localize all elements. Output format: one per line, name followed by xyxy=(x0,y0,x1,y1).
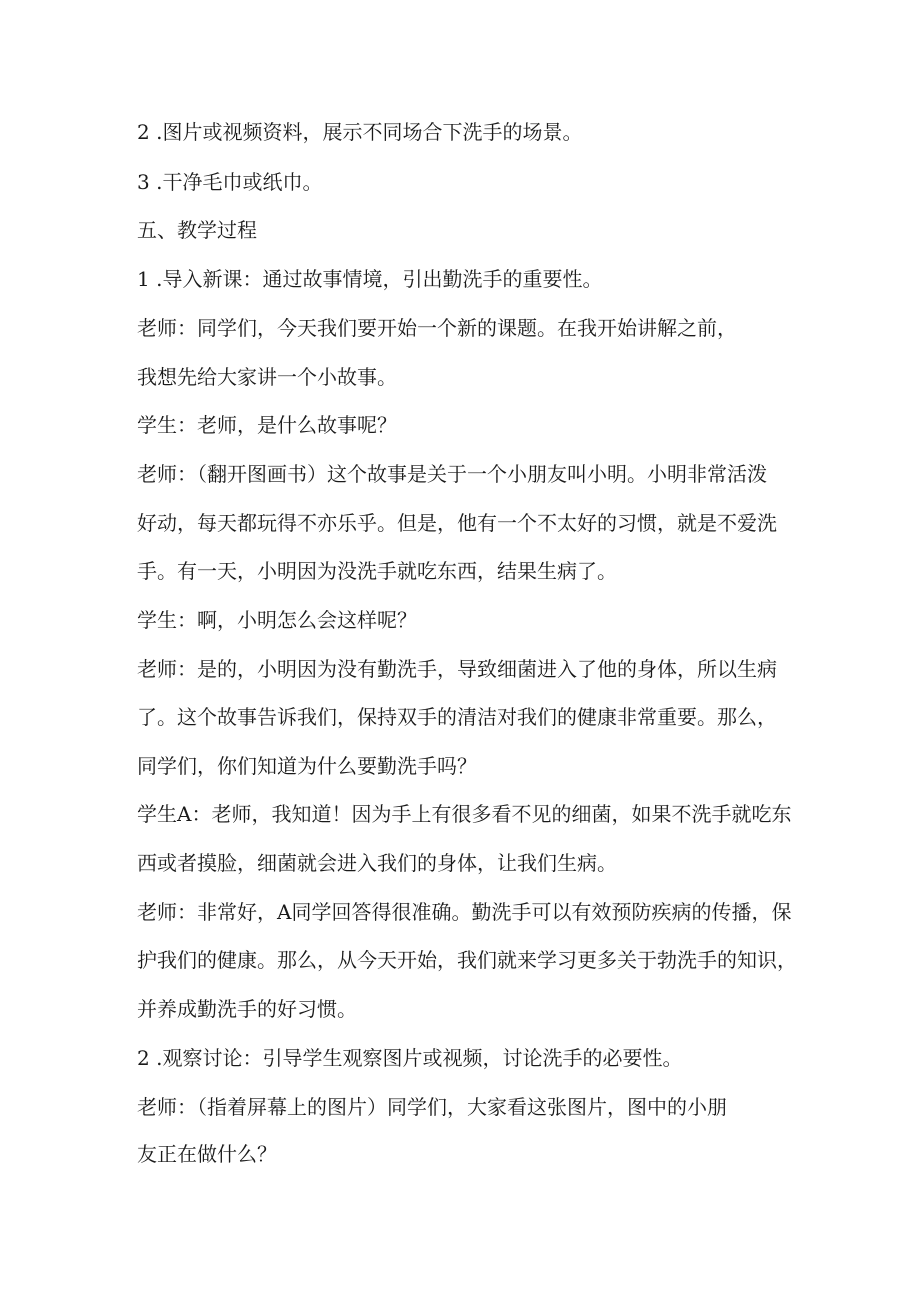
text-line: 并养成勤洗手的好习惯。 xyxy=(137,997,357,1021)
text-line: 好动，每天都玩得不亦乐乎。但是，他有一个不太好的习惯，就是不爱洗 xyxy=(137,511,777,535)
text-line: 3 .干净毛巾或纸巾。 xyxy=(137,170,323,194)
text-line: 老师：（翻开图画书）这个故事是关于一个小朋友叫小明。小明非常活泼 xyxy=(137,462,767,486)
text-line: 老师：（指着屏幕上的图片）同学们，大家看这张图片，图中的小朋 xyxy=(137,1095,727,1119)
text-line: 同学们，你们知道为什么要勤洗手吗？ xyxy=(137,754,477,778)
text-line: 学生A：老师，我知道！因为手上有很多看不见的细菌，如果不洗手就吃东 xyxy=(137,802,792,826)
text-line: 我想先给大家讲一个小故事。 xyxy=(137,365,397,389)
text-line: 老师：非常好，A同学回答得很准确。勤洗手可以有效预防疾病的传播，保 xyxy=(137,900,792,924)
text-line: 2 .观察讨论：引导学生观察图片或视频，讨论洗手的必要性。 xyxy=(137,1046,683,1070)
text-line: 学生：老师，是什么故事呢？ xyxy=(137,413,397,437)
text-line: 2 .图片或视频资料，展示不同场合下洗手的场景。 xyxy=(137,120,583,144)
section-heading: 五、教学过程 xyxy=(137,218,257,242)
text-line: 手。有一天，小明因为没洗手就吃东西，结果生病了。 xyxy=(137,559,617,583)
text-line: 西或者摸脸，细菌就会进入我们的身体，让我们生病。 xyxy=(137,851,617,875)
text-line: 学生：啊，小明怎么会这样呢？ xyxy=(137,608,417,632)
text-line: 老师：是的，小明因为没有勤洗手，导致细菌进入了他的身体，所以生病 xyxy=(137,657,777,681)
text-line: 老师：同学们，今天我们要开始一个新的课题。在我开始讲解之前， xyxy=(137,316,737,340)
text-line: 护我们的健康。那么，从今天开始，我们就来学习更多关于勃洗手的知识， xyxy=(137,948,797,972)
text-line: 了。这个故事告诉我们，保持双手的清洁对我们的健康非常重要。那么， xyxy=(137,705,777,729)
text-line: 1 .导入新课：通过故事情境，引出勤洗手的重要性。 xyxy=(137,267,603,291)
text-line: 友正在做什么？ xyxy=(137,1142,277,1166)
